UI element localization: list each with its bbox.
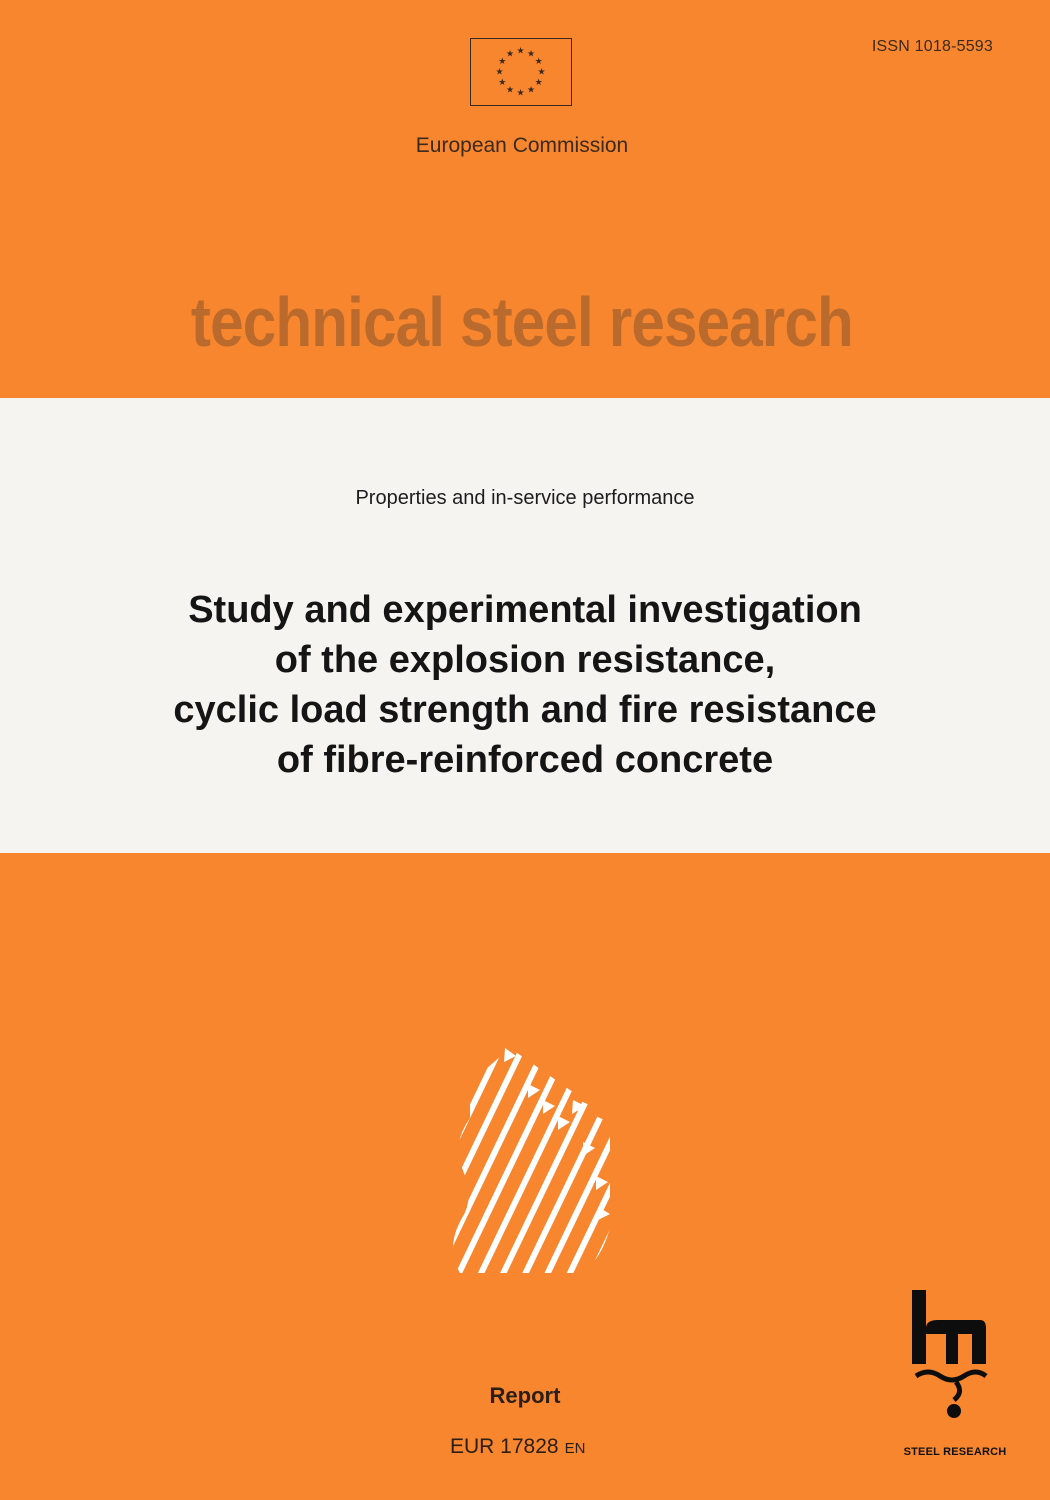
eur-reference (450, 1435, 585, 1459)
eu-star-icon: ★ (534, 77, 543, 87)
language-code: EN (564, 1440, 586, 1457)
eu-star-icon: ★ (526, 48, 536, 59)
steel-research-label: STEEL RESEARCH (903, 1446, 1007, 1458)
series-text: technical steel research (190, 283, 854, 361)
eu-star-icon: ★ (534, 56, 543, 66)
eu-star-icon: ★ (498, 77, 507, 87)
eu-star-icon: ★ (516, 87, 525, 98)
eu-flag-icon (470, 38, 572, 106)
eu-star-icon: ★ (505, 48, 515, 59)
subject-area: Properties and in-service performance (355, 487, 695, 509)
title-line: cyclic load strength and fire resistance (173, 689, 877, 731)
report-title (0, 585, 1050, 785)
eu-star-icon: ★ (537, 66, 546, 77)
eur-number: EUR 17828 (450, 1435, 559, 1458)
series-title (0, 282, 1050, 362)
eu-star-icon: ★ (495, 66, 504, 77)
document-type: Report (489, 1383, 561, 1408)
steel-research-logo (906, 1290, 991, 1420)
eu-star-icon: ★ (526, 84, 536, 95)
issn-number: ISSN 1018-5593 (871, 38, 993, 55)
eu-star-icon: ★ (498, 56, 507, 66)
title-line: Study and experimental investigation (188, 589, 862, 631)
eu-star-icon: ★ (516, 45, 525, 56)
title-line: of the explosion resistance, (274, 639, 776, 681)
title-line: of fibre-reinforced concrete (276, 739, 774, 781)
publisher-name (0, 134, 1050, 158)
arrows-emblem (450, 1048, 620, 1278)
publisher-text: European Commission (415, 134, 629, 157)
eu-star-icon: ★ (505, 84, 515, 95)
